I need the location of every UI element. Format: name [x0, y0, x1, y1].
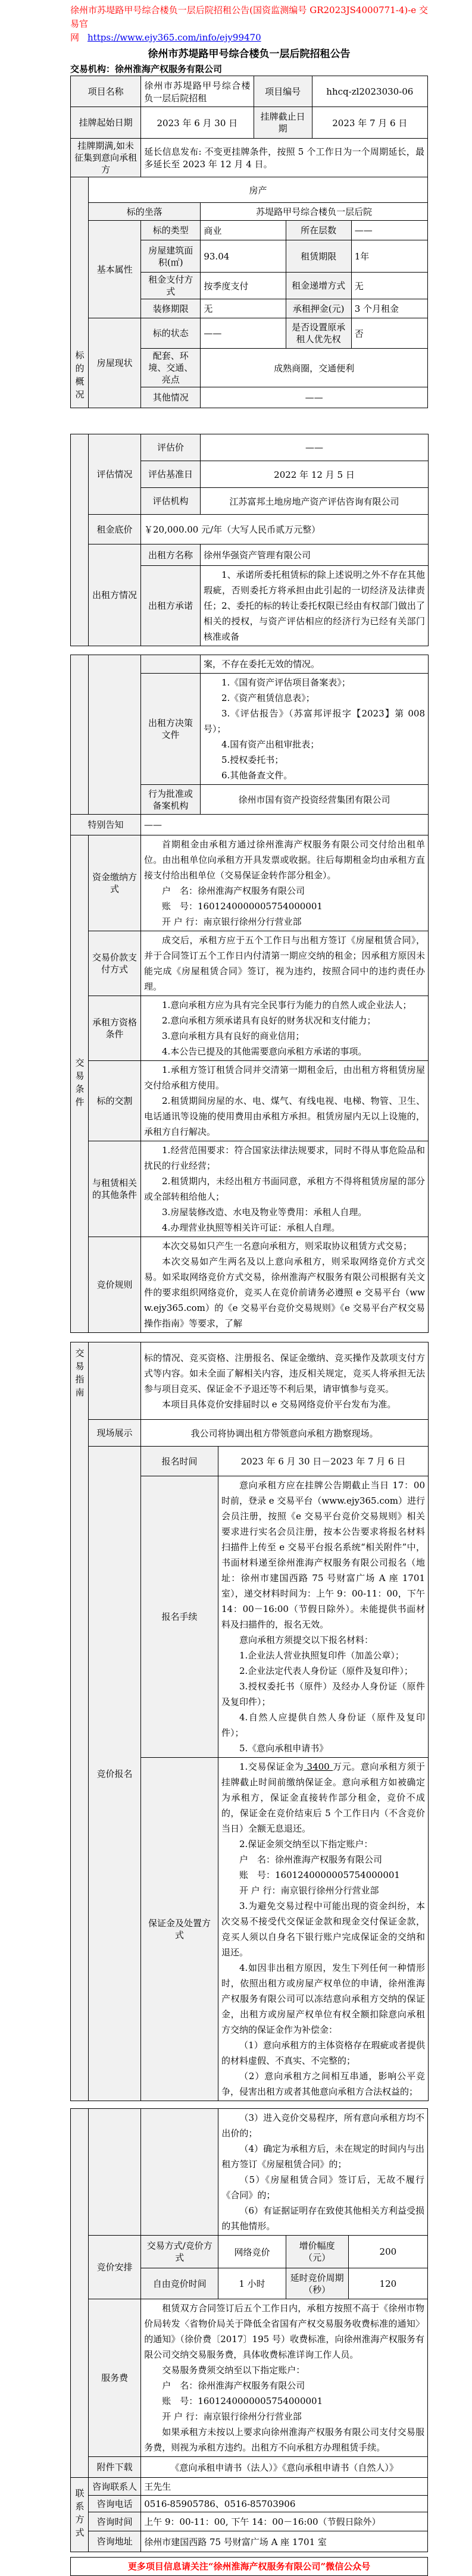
lease-term-label: 租赁期限	[286, 240, 351, 273]
deposit-disposal-label: 保证金及处置方式	[141, 1758, 218, 2101]
trade-mode-value: 网络竞价	[218, 2236, 286, 2268]
target-type-value: 商业	[201, 221, 286, 240]
table-row	[71, 177, 428, 203]
table-row	[71, 544, 429, 566]
service-fee-label: 服务费	[89, 2299, 141, 2457]
increment-value: 200	[348, 2236, 427, 2268]
group-label-contact-info: 联系方式	[71, 2478, 89, 2552]
table-row	[71, 815, 429, 835]
group-label-trade-conditions: 交易条件	[71, 835, 89, 1333]
rent-payment-value: 按季度支付	[201, 273, 286, 299]
fund-payment-value: 首期租金由承租方通过徐州淮海产权服务有限公司交付给出租单位。由出租单位向承租方开具发票或收据。往后每期租金均由承租方直接支付给出租单位（交易保证金转作部分租金）。 户 名：徐州淮海产权服务有限公司 账 号：1601240000005754000001 开 户 行：南京银行徐州分行营业部	[141, 835, 429, 931]
site-visit-value: 我公司将协调出租方带领意向承租方勘察现场。	[141, 1420, 429, 1447]
table-row	[71, 515, 429, 544]
table-row	[71, 2299, 428, 2457]
table-row	[71, 1237, 429, 1333]
special-notice-value: ——	[141, 815, 429, 835]
building-area-label: 房屋建筑面积(㎡)	[141, 240, 201, 273]
decoration-period-label: 装修期限	[141, 299, 201, 318]
bid-arrangement-group-label: 竞价安排	[89, 2236, 141, 2299]
rent-payment-label: 租金支付方式	[141, 273, 201, 299]
deposit-amount-underlined: 3400	[304, 1761, 333, 1772]
fee-account-name: 户 名：徐州淮海产权服务有限公司	[162, 2380, 305, 2391]
page-break-gap	[0, 1333, 472, 1342]
listing-end-label: 挂牌截止日期	[254, 107, 312, 139]
contact-phone-value: 0516-85905786、0516-85703906	[141, 2496, 428, 2512]
fund-payment-label: 资金缴纳方式	[89, 835, 141, 931]
contact-time-label: 咨询时间	[89, 2512, 141, 2531]
deposit-disposal-continuation-label	[141, 2109, 218, 2236]
extension-value: 延长信息发布: 不变更挂牌条件，按照 5 个工作日为一个周期延长，最多延长至 2023 年 12 月 4 日。	[141, 139, 428, 177]
lessor-name-value: 徐州华强资产管理有限公司	[201, 544, 429, 566]
floor-price-value: ￥20,000.00 元/年（大写人民币贰万元整）	[141, 515, 429, 544]
lessor-promise-label: 出租方承诺	[141, 566, 201, 646]
fund-account-number: 账 号：1601240000005754000001	[162, 901, 323, 912]
contact-person-label: 咨询联系人	[89, 2478, 141, 2496]
fee-account-bank: 开 户 行：南京银行徐州分行营业部	[162, 2411, 302, 2422]
rent-increase-value: 无	[351, 273, 427, 299]
special-notice-label: 特别告知	[71, 815, 141, 835]
table-row	[71, 2512, 428, 2531]
table-row	[71, 2496, 428, 2512]
project-no-value: hhcq-zl2023030-06	[312, 76, 427, 107]
free-bidding-time-label: 自由竞价时间	[141, 2268, 218, 2299]
contact-time-value: 上午 9：00-11：00, 下午 14：00－16:00（节假日除外）	[141, 2512, 428, 2531]
target-overview-continuation-cell	[71, 655, 89, 815]
target-status-value: ——	[201, 318, 286, 349]
table-row	[71, 221, 428, 240]
table-row	[71, 1420, 429, 1447]
table-row	[71, 2236, 428, 2268]
table-row	[71, 1342, 429, 1420]
wechat-followup-banner: 更多项目信息请关注“徐州淮海产权服务有限公司”微信公众号	[70, 2557, 428, 2576]
fee-account-number: 账 号：1601240000005754000001	[162, 2396, 323, 2406]
delay-cycle-value: 120	[348, 2268, 427, 2299]
listing-start-value: 2023 年 6 月 30 日	[141, 107, 254, 139]
fund-account-name: 户 名：徐州淮海产权服务有限公司	[162, 885, 305, 896]
lessee-qualification-label: 承租方资格条件	[89, 996, 141, 1061]
contact-address-value: 徐州市建国西路 75 号财富广场 A 座 1701 室	[141, 2531, 428, 2552]
project-no-label: 项目编号	[254, 76, 312, 107]
price-payment-label: 交易价款支付方式	[89, 931, 141, 996]
deposit-label: 承租押金(元)	[286, 299, 351, 318]
project-info-table	[70, 76, 428, 408]
target-overview-continuation-cell	[71, 434, 89, 646]
bid-signup-group-label: 竞价报名	[89, 1447, 141, 2101]
extension-label: 挂牌期满,如未征集到意向承租方	[71, 139, 141, 177]
attachment-download-label: 附件下载	[89, 2457, 141, 2478]
priority-right-value: 否	[351, 318, 427, 349]
signup-procedure-value: 意向承租方应在挂牌公告期截止当日 17：00 时前，登录 e 交易平台（www.ejy365.com）进行会员注册，按照《e 交易平台竞价交易规则》相关要求进行实名会员注册，按本公告要求将报名材料扫描件上传至 e 交易平台报名系统“相关附件”中，书面材料递至徐州淮海产权服务有限公司报名（地址：徐州市建国西路 75 号财富广场 A 座 1701 室），递交材料时间为：上午 9：00-11：00，下午 14：00－16:00（节假日除外）。未能提供书面材料及扫描件的，报名无效。 意向承租方须提交以下报名材料： 1.企业法人营业执照复印件（加盖公章）； 2.企业法定代表人身份证（原件及复印件）； 3.授权委托书（原件）及经办人身份证（原件及复印件）； 4.自然人应提供自然人身份证（原件及复印件）； 5.《意向承租申请书》	[218, 1476, 429, 1758]
page-title: 徐州市苏堤路甲号综合楼负一层后院招租公告	[148, 48, 351, 60]
bidding-rules-continuation-label	[89, 1342, 141, 1420]
appraisal-price-value: ——	[201, 434, 429, 461]
basic-attributes-group-label: 基本属性	[89, 221, 141, 318]
price-payment-value: 成交后，承租方应于五个工作日与出租方签订《房屋租赁合同》，并于合同签订五个工作日内付清第一期应交纳的租金；因承租方原因未能完成《房屋租赁合同》签订，视为违约，按照合同中的违约责任办理。	[141, 931, 429, 996]
priority-right-label: 是否设置原承租人优先权	[286, 318, 351, 349]
building-area-value: 93.04	[201, 240, 286, 273]
delay-cycle-label: 延时竞价周期（秒）	[286, 2268, 348, 2299]
bidding-rules-value: 本次交易如只产生一名意向承租方，则采取协议租赁方式交易； 本次交易如产生两名及以上意向承租方，则采取网络竞价方式交易。如采取网络竞价方式交易，徐州淮海产权服务有限公司根据有关文件的要求组织网络竞价，竞买人在竞价前请务必遵照 e 交易平台（www.ejy365.com）的《e 交易平台竞价交易规则》《e 交易平台产权交易操作指南》等要求，了解	[141, 1237, 429, 1333]
target-type-label: 标的类型	[141, 221, 201, 240]
lessor-group-label: 出租方情况	[89, 544, 141, 646]
deposit-disposal-value: 1.交易保证金为 3400 万元。意向承租方须于挂牌截止时间前缴纳保证金。意向承租方如被确定为承租方，保证金直接转作部分租金，竞价不成的，保证金在竞价结束后 5 个工作日内（不含竞价当日）全额无息退还。 2.保证金须交纳至以下指定账户： 户 名：徐州淮海产权服务有限公司 账 号：1601240000005754000001 开 户 行：南京银行徐州分行营业部 3.为避免交易过程中可能出现的资金纠纷，本次交易不接受代交保证金款和现金交付保证金款，竞买人须以自身名下银行账户完成保证金的交纳和退还。 4.如因非出租方原因，发生下列任何一种情形时，依照出租方或房屋产权单位的申请，徐州淮海产权服务有限公司可以冻结意向承租方交纳的保证金，出租方或房屋产权单位有权全额扣除意向承租方交纳的保证金作为补偿金： （1）意向承租方的主体资格存在瑕疵或者提供的材料虚假、不真实、不完整的； （2）意向承租方之间相互串通，影响公平竞争，侵害出租方或者其他意向承租方合法权益的；	[218, 1758, 429, 2101]
signup-time-label: 报名时间	[141, 1447, 218, 1476]
contact-phone-label: 咨询电话	[89, 2496, 141, 2512]
lessor-promise-continuation-label	[141, 655, 201, 674]
deposit-disposal-continuation-value: （3）进入竞价交易程序，所有意向承租方均不出价的； （4）确定为承租方后，未在规定的时间内与出租方签订《房屋租赁合同》的； （5）《房屋租赁合同》签订后，无故不履行《合同》的； （6）有证据证明存在致使其他相关方利益受损的其他情形。	[218, 2109, 428, 2236]
environment-label: 配套、环境、交通、亮点	[141, 349, 201, 387]
table-row	[71, 318, 428, 349]
table-row	[71, 931, 429, 996]
signup-procedure-label: 报名手续	[141, 1476, 218, 1758]
trading-agency-line: 交易机构：徐州淮海产权服务有限公司	[70, 64, 223, 74]
lessor-promise-value: 1、承诺所委托租赁标的除上述说明之外不存在其他瑕疵，否则委托方将承担由此引起的一切经济及法律责任；2、委托的标的转让委托权限已经由有权部门做出了相关的授权，与资产评估相应的经济行为已经有关部门核准或备	[201, 566, 429, 646]
contact-address-label: 咨询地址	[89, 2531, 141, 2552]
increment-label: 增价幅度（元）	[286, 2236, 348, 2268]
listing-end-value: 2023 年 7 月 6 日	[312, 107, 427, 139]
trade-mode-label: 交易方式/竞价方式	[141, 2236, 218, 2268]
appraisal-org-label: 评估机构	[141, 488, 201, 515]
other-info-label: 其他情况	[141, 387, 201, 408]
bidding-rules-continuation-value: 标的情况、竞买资格、注册报名、保证金缴纳、竞买操作及款项支付方式等内容。如未全面了解相关内容，违反相关规定，竞买人将承担无法参与项目竞买、保证金不予退还等不利后果，请审慎参与竞买。 本项目具体竞价安排届时以 e 交易网络竞价平台发布为准。	[141, 1342, 429, 1420]
appraisal-price-label: 评估价	[141, 434, 201, 461]
table-row	[71, 2109, 428, 2236]
page-break-gap	[0, 2101, 472, 2108]
trading-guide-table	[70, 1342, 429, 2101]
table-row	[71, 835, 429, 931]
red-title-line2-prefix: 网	[70, 32, 80, 43]
trading-guide-continuation-cell	[71, 2109, 89, 2478]
table-row	[71, 655, 429, 674]
deposit-account-bank: 开 户 行：南京银行徐州分行营业部	[239, 1885, 379, 1896]
environment-value: 成熟商圈，交通便利	[201, 349, 428, 387]
project-name-value: 徐州市苏堤路甲号综合楼负一层后院招租	[141, 76, 254, 107]
lessee-qualification-value: 1.意向承租方应为具有完全民事行为能力的自然人或企业法人； 2.意向承租方须承诺具有良好的财务状况和支付能力； 3.意向承租方具有良好的商业信用； 4.本公告已提及的其他需要意向承租方承诺的事项。	[141, 996, 429, 1061]
target-status-label: 标的状态	[141, 318, 201, 349]
red-title-line2	[70, 31, 428, 45]
table-row	[71, 203, 428, 221]
lessor-group-continuation-cell	[89, 655, 141, 815]
document-header	[70, 0, 428, 76]
location-value: 苏堤路甲号综合楼负一层后院	[201, 203, 428, 221]
deposit-account-name: 户 名：徐州淮海产权服务有限公司	[239, 1854, 383, 1865]
project-name-label: 项目名称	[71, 76, 141, 107]
lessor-promise-continuation-value: 案，不存在委托无效的情况。	[201, 655, 429, 674]
free-bidding-time-value: 1 小时	[218, 2268, 286, 2299]
table-row	[71, 2457, 428, 2478]
attachment-download-value: 《意向承租申请书（法人）》《意向承租申请书（自然人）》	[141, 2457, 428, 2478]
signup-time-value: 2023 年 6 月 30 日－2023 年 7 月 6 日	[218, 1447, 429, 1476]
floor-price-label: 租金底价	[89, 515, 141, 544]
table-row	[71, 1447, 429, 1476]
decision-docs-value: 1.《国有资产评估项目备案表》； 2.《资产租赁信息表》； 3.《评估报告》（苏富邦评报字【2023】第 008 号）； 4.国有资产出租审批表； 5.授权委托书； 6.其他备查文件。	[201, 674, 429, 785]
page-break-gap	[0, 646, 472, 655]
trade-conditions-table	[70, 655, 429, 1333]
floor-number-label: 所在层数	[286, 221, 351, 240]
location-label: 标的坐落	[89, 203, 201, 221]
deposit-account-number: 账 号：1601240000005754000001	[239, 1870, 400, 1880]
group-label-trading-guide: 交易指南	[71, 1342, 89, 2101]
other-lease-conditions-label: 与租赁相关的其他条件	[89, 1141, 141, 1237]
appraisal-org-value: 江苏富邦土地房地产资产评估咨询有限公司	[201, 488, 429, 515]
other-info-value: ——	[201, 387, 428, 408]
decoration-period-value: 无	[201, 299, 286, 318]
table-row	[71, 1061, 429, 1141]
rent-increase-label: 租金递增方式	[286, 273, 351, 299]
lease-term-value: 1年	[351, 240, 427, 273]
group-label-target-overview: 标的概况	[71, 177, 89, 408]
bidding-rules-label: 竞价规则	[89, 1237, 141, 1333]
appraisal-group-label: 评估情况	[89, 434, 141, 515]
fund-account-bank: 开 户 行：南京银行徐州分行营业部	[162, 916, 302, 927]
announcement-url-link[interactable]: https://www.ejy365.com/info/ejy99470	[87, 32, 261, 43]
table-row	[71, 139, 428, 177]
decision-docs-label: 出租方决策文件	[141, 674, 201, 785]
deposit-rule-1: 1.交易保证金为 3400 万元。意向承租方须于挂牌截止时间前缴纳保证金。意向承租方如被确定为承租方，保证金直接转作部分租金，竞价不成的，保证金在竞价结束后 5 个工作日内（不含竞价当日）全额无息退还。	[221, 1761, 426, 1834]
appraisal-lessor-table	[70, 434, 429, 646]
deposit-value: 3 个月租金	[351, 299, 427, 318]
footer-gap	[0, 2552, 472, 2557]
page-break-gap	[0, 408, 472, 434]
target-delivery-label: 标的交割	[89, 1061, 141, 1141]
house-status-group-label: 房屋现状	[89, 318, 141, 408]
floor-number-value: ——	[351, 221, 427, 240]
service-fee-value: 租赁双方合同签订后五个工作日内，承租方按照不高于《徐州市物价局转发〈省物价局关于降低全省国有产权交易服务收费标准的通知〉的通知》（徐价费〔2017〕195 号）收费标准，向徐州淮海产权服务有限公司交纳交易服务费，具体收费标准详询工作人员。 交易服务费须交纳至以下指定账户： 户 名：徐州淮海产权服务有限公司 账 号：1601240000005754000001 开 户 行：南京银行徐州分行营业部 如果承租方未按以上要求向徐州淮海产权服务有限公司支付交易服务费，则视为承租方违约。出租方不向承租方办理租赁手续。	[141, 2299, 428, 2457]
appraisal-base-date-value: 2022 年 12 月 5 日	[201, 461, 429, 488]
target-delivery-value: 1.承租方签订租赁合同并交清第一期租金后，由出租方将租赁房屋交付给承租方使用。 2.租赁期间房屋的水、电、煤气、有线电视、电梯、物管、卫生、电话通讯等设施的使用费用由承租方承担。租赁房屋内无以上设施的，承租方自行解决。	[141, 1061, 429, 1141]
approval-org-value: 徐州市国有资产投资经营集团有限公司	[201, 785, 429, 815]
appraisal-base-date-label: 评估基准日	[141, 461, 201, 488]
bid-signup-continuation-cell	[89, 2109, 141, 2236]
asset-category-header: 房产	[89, 177, 428, 203]
table-row	[71, 2478, 428, 2496]
table-row	[71, 434, 429, 461]
site-visit-label: 现场展示	[89, 1420, 141, 1447]
approval-org-label: 行为批准或备案机构	[141, 785, 201, 815]
table-row	[71, 1141, 429, 1237]
table-row	[71, 996, 429, 1061]
bid-arrangement-contact-table	[70, 2108, 428, 2552]
table-row	[71, 107, 428, 139]
table-row	[71, 76, 428, 107]
table-row	[71, 2531, 428, 2552]
listing-start-label: 挂牌起始日期	[71, 107, 141, 139]
red-title-line1: 徐州市苏堤路甲号综合楼负一层后院招租公告(国资监测编号 GR2023JS4000771-4)-e 交易官	[70, 5, 428, 29]
lessor-name-label: 出租方名称	[141, 544, 201, 566]
other-lease-conditions-value: 1.经营范围要求：符合国家法律法规要求，同时不得从事危险品和扰民的行业经营； 2.租赁期内，未经出租方书面同意，承租方不得将租赁房屋的部分或全部转租给他人； 3.房屋装修改造、水电及物业等费用：承租人自理。 4.办理营业执照等相关许可证：承租人自理。	[141, 1141, 429, 1237]
contact-person-value: 王先生	[141, 2478, 428, 2496]
